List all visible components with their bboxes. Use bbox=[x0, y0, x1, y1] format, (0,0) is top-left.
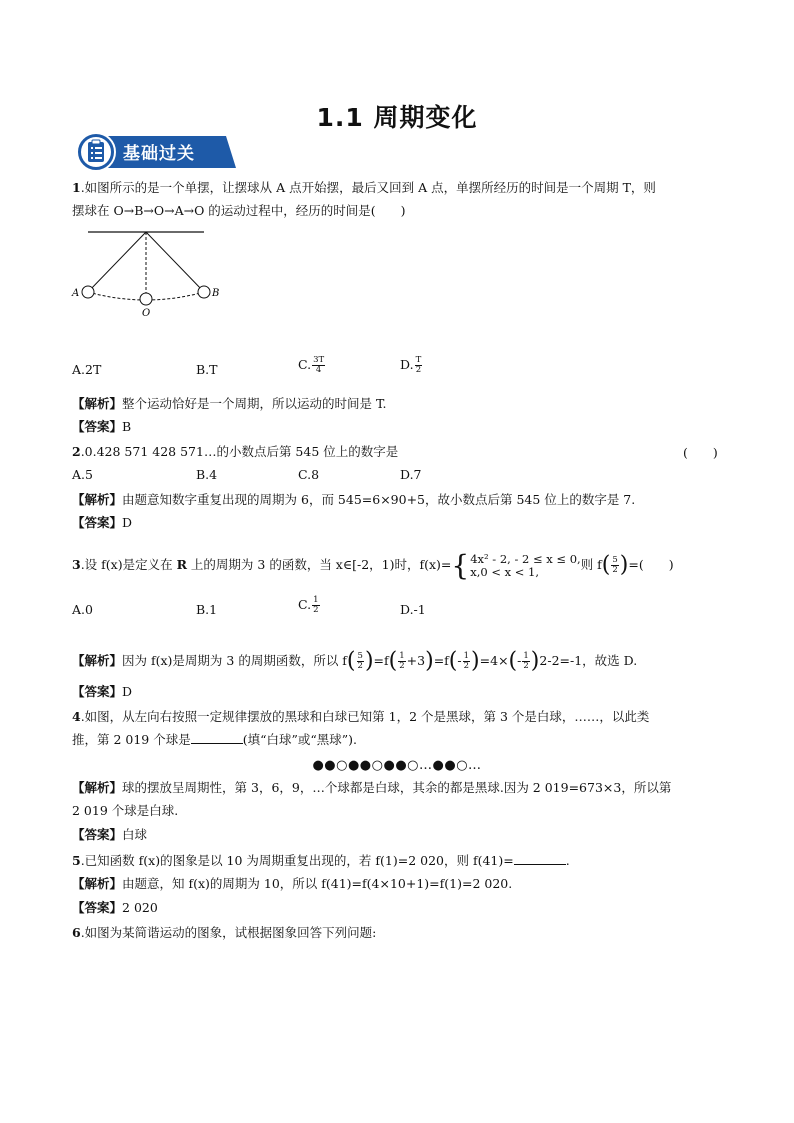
q2-option-c: C.8 bbox=[298, 467, 320, 482]
q1-answer: 【答案】B bbox=[72, 419, 132, 434]
pendulum-figure bbox=[70, 226, 220, 318]
q4-blank bbox=[191, 731, 243, 744]
label-b: B bbox=[212, 288, 220, 299]
q1-option-a: A.2T bbox=[72, 362, 102, 377]
q1-analysis: 【解析】整个运动恰好是一个周期，所以运动的时间是 T. bbox=[72, 396, 387, 411]
q1-line1 bbox=[72, 179, 656, 197]
clipboard-icon bbox=[88, 140, 104, 162]
q4-line1: 4.如图，从左向右按照一定规律摆放的黑球和白球已知第 1，2 个是黑球，第 3 个是白球，……，以此类 bbox=[72, 709, 650, 724]
q1-option-b: B.T bbox=[196, 362, 218, 377]
q1-text1: .如图所示的是一个单摆，让摆球从 A 点开始摆，最后又回到 A 点，单摆所经历的时间是一个周期 T，则 bbox=[80, 180, 656, 195]
q2-line1: 2.0.428 571 428 571…的小数点后第 545 位上的数字是 bbox=[72, 444, 399, 459]
label-o: O bbox=[142, 308, 151, 318]
q3-option-c: C. $\frac{1}{2}$ bbox=[298, 595, 319, 615]
q4-line2: 推，第 2 019 个球是 (填“白球”或“黑球”). bbox=[72, 732, 358, 747]
q1-number: 1 bbox=[72, 180, 81, 195]
section-banner bbox=[76, 132, 236, 172]
q3-option-b: B.1 bbox=[196, 602, 218, 617]
page-title: 1.1 周期变化 bbox=[316, 103, 478, 132]
q1-line2: 摆球在 O→B→O→A→O 的运动过程中，经历的时间是( ) bbox=[72, 203, 406, 218]
q3-analysis: 【解析】因为 f(x)是周期为 3 的周期函数，所以 f( $\frac{5}{2}$ )=f( $\frac{1}{2}$ +3)=f(- $\frac{1}{2}$ )=4×(- $\frac{1}{2}$ )2-2=-1，故选 D. bbox=[72, 648, 638, 674]
q3-option-d: D.-1 bbox=[400, 602, 426, 617]
q2-paren: ( ) bbox=[683, 445, 718, 460]
q4-analysis2: 2 019 个球是白球. bbox=[72, 803, 179, 818]
q2-option-b: B.4 bbox=[196, 467, 218, 482]
banner-label: 基础过关 bbox=[123, 144, 195, 164]
label-a: A bbox=[72, 288, 80, 299]
q3-line1: 3.设 f(x)是定义在 R 上的周期为 3 的函数，当 x∈[-2，1)时，f(x)={ 4x² - 2, - 2 ≤ x ≤ 0, x,0 < x < 1, 则 f( $\frac{5}{2}$ )=( ) bbox=[72, 548, 674, 582]
q3-answer: 【答案】D bbox=[72, 684, 133, 699]
ball-sequence: ●●○●●○●●○…●●○… bbox=[312, 758, 482, 773]
q1-option-d: D. $\frac{T}{2}$ bbox=[400, 355, 422, 375]
q1-option-c: C. $\frac{3T}{4}$ bbox=[298, 355, 325, 375]
q5-analysis: 【解析】由题意，知 f(x)的周期为 10，所以 f(41)=f(4×10+1)=f(1)=2 020. bbox=[72, 876, 513, 891]
q5-answer: 【答案】2 020 bbox=[72, 900, 158, 915]
q2-option-a: A.5 bbox=[72, 467, 93, 482]
q5-line1: 5.已知函数 f(x)的图象是以 10 为周期重复出现的，若 f(1)=2 020，则 f(41)= . bbox=[72, 853, 570, 868]
q4-answer: 【答案】白球 bbox=[72, 827, 148, 842]
q2-option-d: D.7 bbox=[400, 467, 422, 482]
q6-line1: 6.如图为某简谐运动的图象，试根据图象回答下列问题: bbox=[72, 925, 377, 940]
q2-answer: 【答案】D bbox=[72, 515, 133, 530]
q2-analysis: 【解析】由题意知数字重复出现的周期为 6，而 545=6×90+5，故小数点后第 545 位上的数字是 7. bbox=[72, 492, 636, 507]
q4-analysis1: 【解析】球的摆放呈周期性，第 3，6，9，…个球都是白球，其余的都是黑球.因为 2 019=673×3，所以第 bbox=[72, 780, 672, 795]
q3-option-a: A.0 bbox=[72, 602, 93, 617]
q5-blank bbox=[514, 852, 566, 865]
